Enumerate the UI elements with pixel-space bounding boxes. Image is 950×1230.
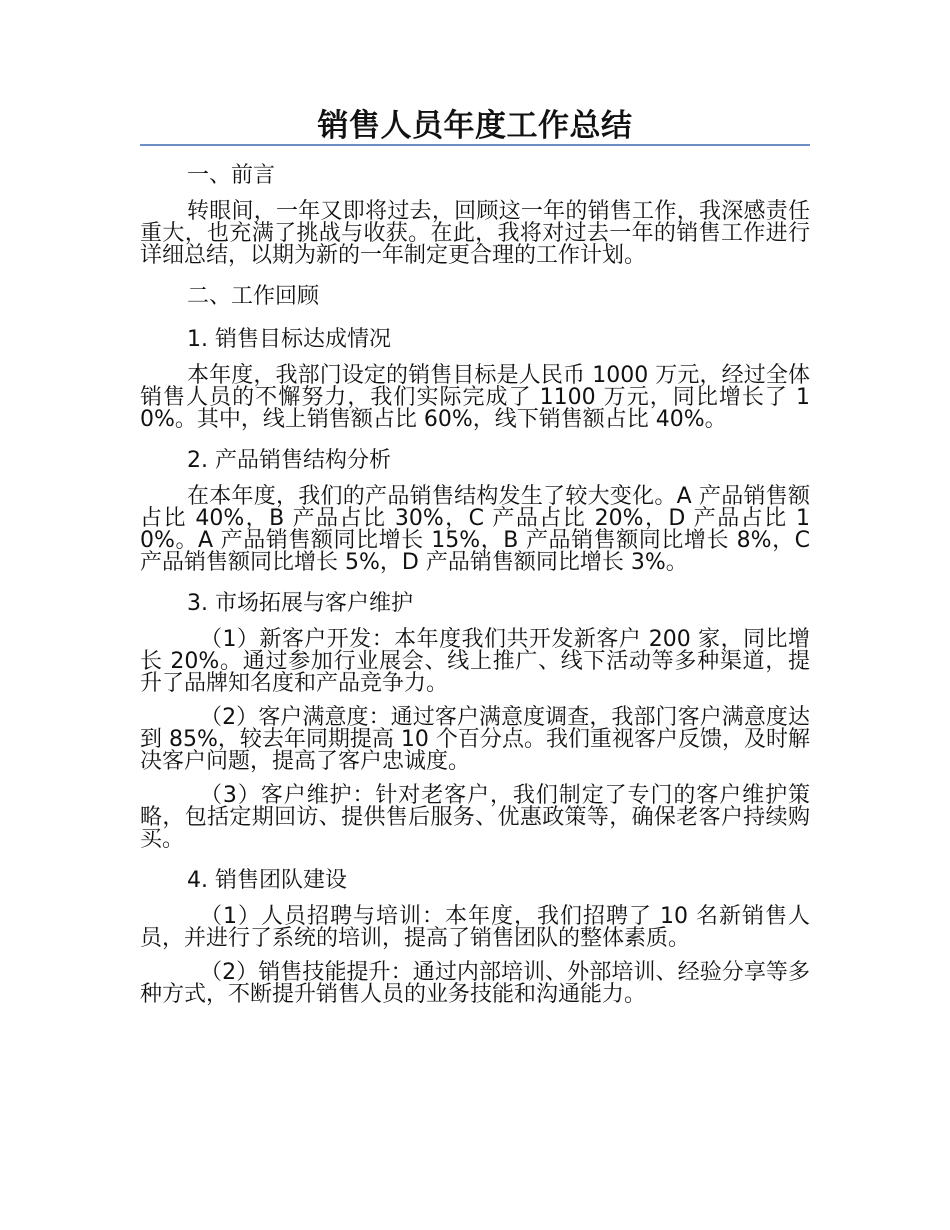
document-title: 销售人员年度工作总结 — [317, 108, 633, 144]
section-heading-preface: 一、前言 — [187, 163, 276, 188]
paragraph-new-customers: （1）新客户开发：本年度我们共开发新客户 200 家，同比增长 20%。通过参加行业展会、线上推广、线下活动等多种渠道，提升了品牌知名度和产品竞争力。 — [140, 627, 810, 696]
paragraph-customer-maintenance: （3）客户维护：针对老客户，我们制定了专门的客户维护策略，包括定期回访、提供售后服务、优惠政策等，确保老客户持续购买。 — [140, 783, 810, 852]
paragraph-customer-satisfaction: （2）客户满意度：通过客户满意度调查，我部门客户满意度达到 85%，较去年同期提高 10 个百分点。我们重视客户反馈，及时解决客户问题，提高了客户忠诚度。 — [140, 705, 810, 774]
paragraph-preface: 转眼间，一年又即将过去，回顾这一年的销售工作，我深感责任重大，也充满了挑战与收获。在此，我将对过去一年的销售工作进行详细总结，以期为新的一年制定更合理的工作计划。 — [140, 199, 810, 268]
paragraph-recruitment-training: （1）人员招聘与培训：本年度，我们招聘了 10 名新销售人员，并进行了系统的培训，提高了销售团队的整体素质。 — [140, 904, 810, 951]
document-page — [140, 100, 810, 1006]
paragraph-sales-target: 本年度，我部门设定的销售目标是人民币 1000 万元，经过全体销售人员的不懈努力，我们实际完成了 1100 万元，同比增长了 10%。其中，线上销售额占比 60%，线下销售额占比 40%。 — [140, 363, 810, 432]
subsection-heading-sales-target: 1. 销售目标达成情况 — [187, 327, 391, 352]
paragraph-product-structure: 在本年度，我们的产品销售结构发生了较大变化。A 产品销售额占比 40%，B 产品占比 30%，C 产品占比 20%，D 产品占比 10%。A 产品销售额同比增长 15%，B 产品销售额同比增长 8%，C 产品销售额同比增长 5%，D 产品销售额同比增长 3%。 — [140, 484, 810, 575]
section-heading-review: 二、工作回顾 — [187, 284, 320, 309]
subsection-heading-team-building: 4. 销售团队建设 — [187, 868, 347, 893]
subsection-heading-market-customers: 3. 市场拓展与客户维护 — [187, 591, 413, 616]
subsection-heading-product-structure: 2. 产品销售结构分析 — [187, 448, 391, 473]
paragraph-skill-improvement: （2）销售技能提升：通过内部培训、外部培训、经验分享等多种方式，不断提升销售人员的业务技能和沟通能力。 — [140, 960, 810, 1007]
